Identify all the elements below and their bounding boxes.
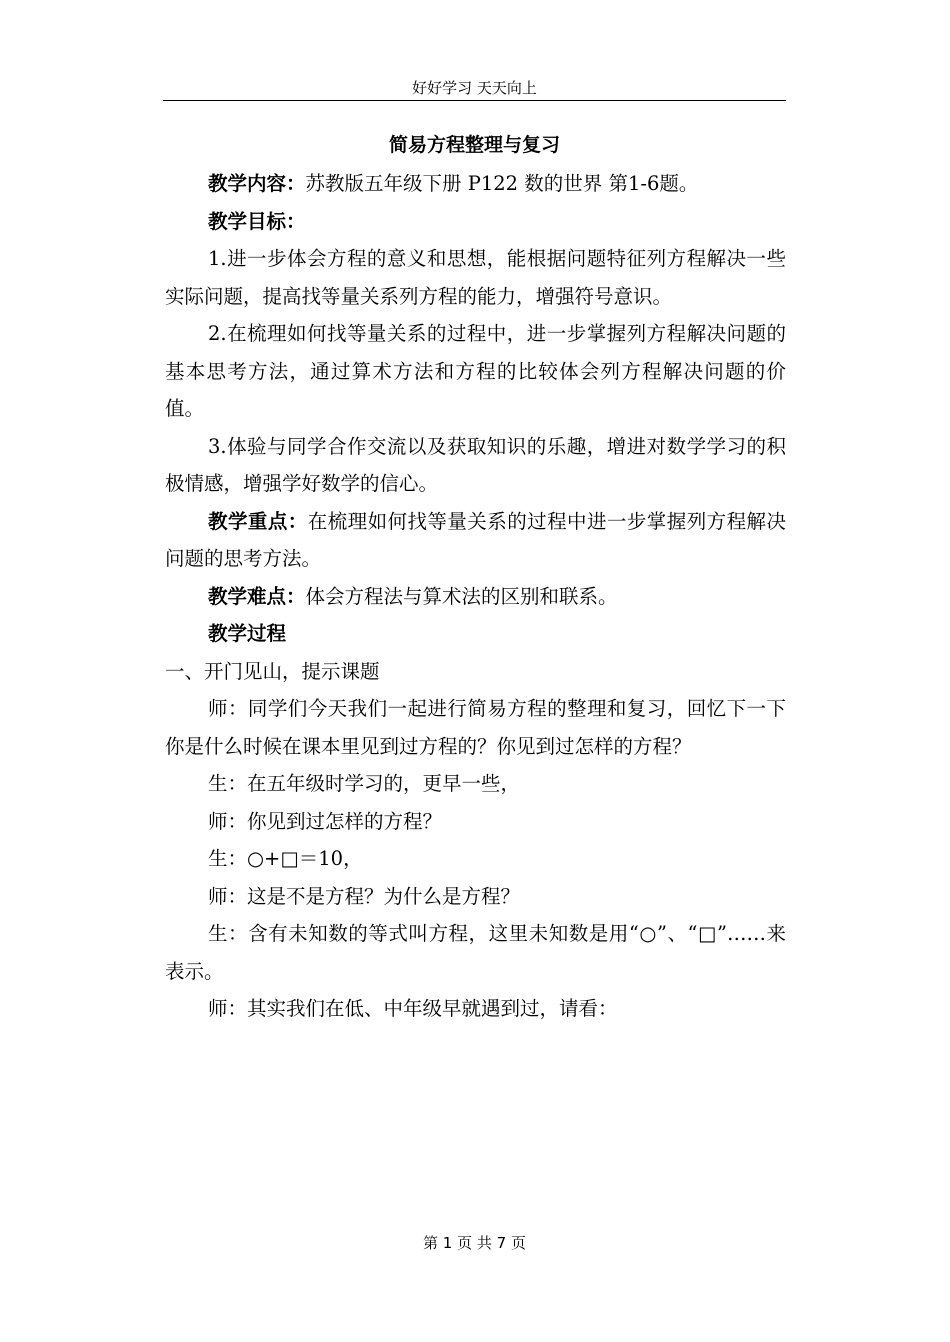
dialogue-line: 师：这是不是方程？为什么是方程？ bbox=[208, 884, 521, 908]
key-point-text: 在梳理如何找等量关系的过程中进一步掌握列方程解决问题的思考方法。 bbox=[165, 509, 786, 570]
process-heading bbox=[165, 615, 786, 653]
dialogue-line: 师：你见到过怎样的方程？ bbox=[208, 809, 443, 833]
difficulty bbox=[165, 578, 786, 616]
key-point-label: 教学重点： bbox=[208, 509, 308, 533]
page-number: 第 1 页 共 7 页 bbox=[423, 1234, 526, 1252]
dialogue-line: 师：其实我们在低、中年级早就遇到过，请看： bbox=[208, 997, 618, 1020]
teaching-content-text: 苏教版五年级下册 P122 数的世界 第1-6题。 bbox=[305, 172, 699, 195]
document-title: 简易方程整理与复习 bbox=[388, 134, 560, 156]
document-body bbox=[165, 165, 786, 1028]
teaching-content bbox=[165, 165, 786, 203]
header-divider bbox=[163, 100, 786, 101]
teaching-goals-heading bbox=[165, 203, 786, 241]
dialogue-line: 生：含有未知数的等式叫方程，这里未知数是用“○”、“□”……来表示。 bbox=[165, 922, 786, 983]
dialogue-line: 师：同学们今天我们一起进行简易方程的整理和复习，回忆下一下你是什么时候在课本里见到过方程的？你见到过怎样的方程？ bbox=[165, 697, 786, 758]
difficulty-text: 体会方程法与算术法的区别和联系。 bbox=[305, 584, 618, 608]
page-header: 好好学习 天天向上 bbox=[412, 79, 537, 97]
difficulty-label: 教学难点： bbox=[208, 584, 306, 608]
dialogue-line: 生：○+□＝10， bbox=[208, 847, 363, 870]
dialogue-line: 生：在五年级时学习的，更早一些， bbox=[208, 772, 521, 795]
goal-item-1: 1.进一步体会方程的意义和思想，能根据问题特征列方程解决一些实际问题，提高找等量关系列方程的能力，增强符号意识。 bbox=[165, 247, 786, 308]
goal-item-3: 3.体验与同学合作交流以及获取知识的乐趣，增进对数学学习的积极情感，增强学好数学的信心。 bbox=[165, 434, 786, 495]
goal-item-2: 2.在梳理如何找等量关系的过程中，进一步掌握列方程解决问题的基本思考方法，通过算术方法和方程的比较体会列方程解决问题的价值。 bbox=[165, 322, 786, 420]
process-label: 教学过程 bbox=[208, 622, 287, 645]
teaching-goals-label: 教学目标： bbox=[208, 209, 306, 233]
section-heading-1: 一、开门见山，提示课题 bbox=[165, 659, 380, 683]
key-point bbox=[165, 503, 786, 578]
teaching-content-label: 教学内容： bbox=[208, 172, 306, 195]
